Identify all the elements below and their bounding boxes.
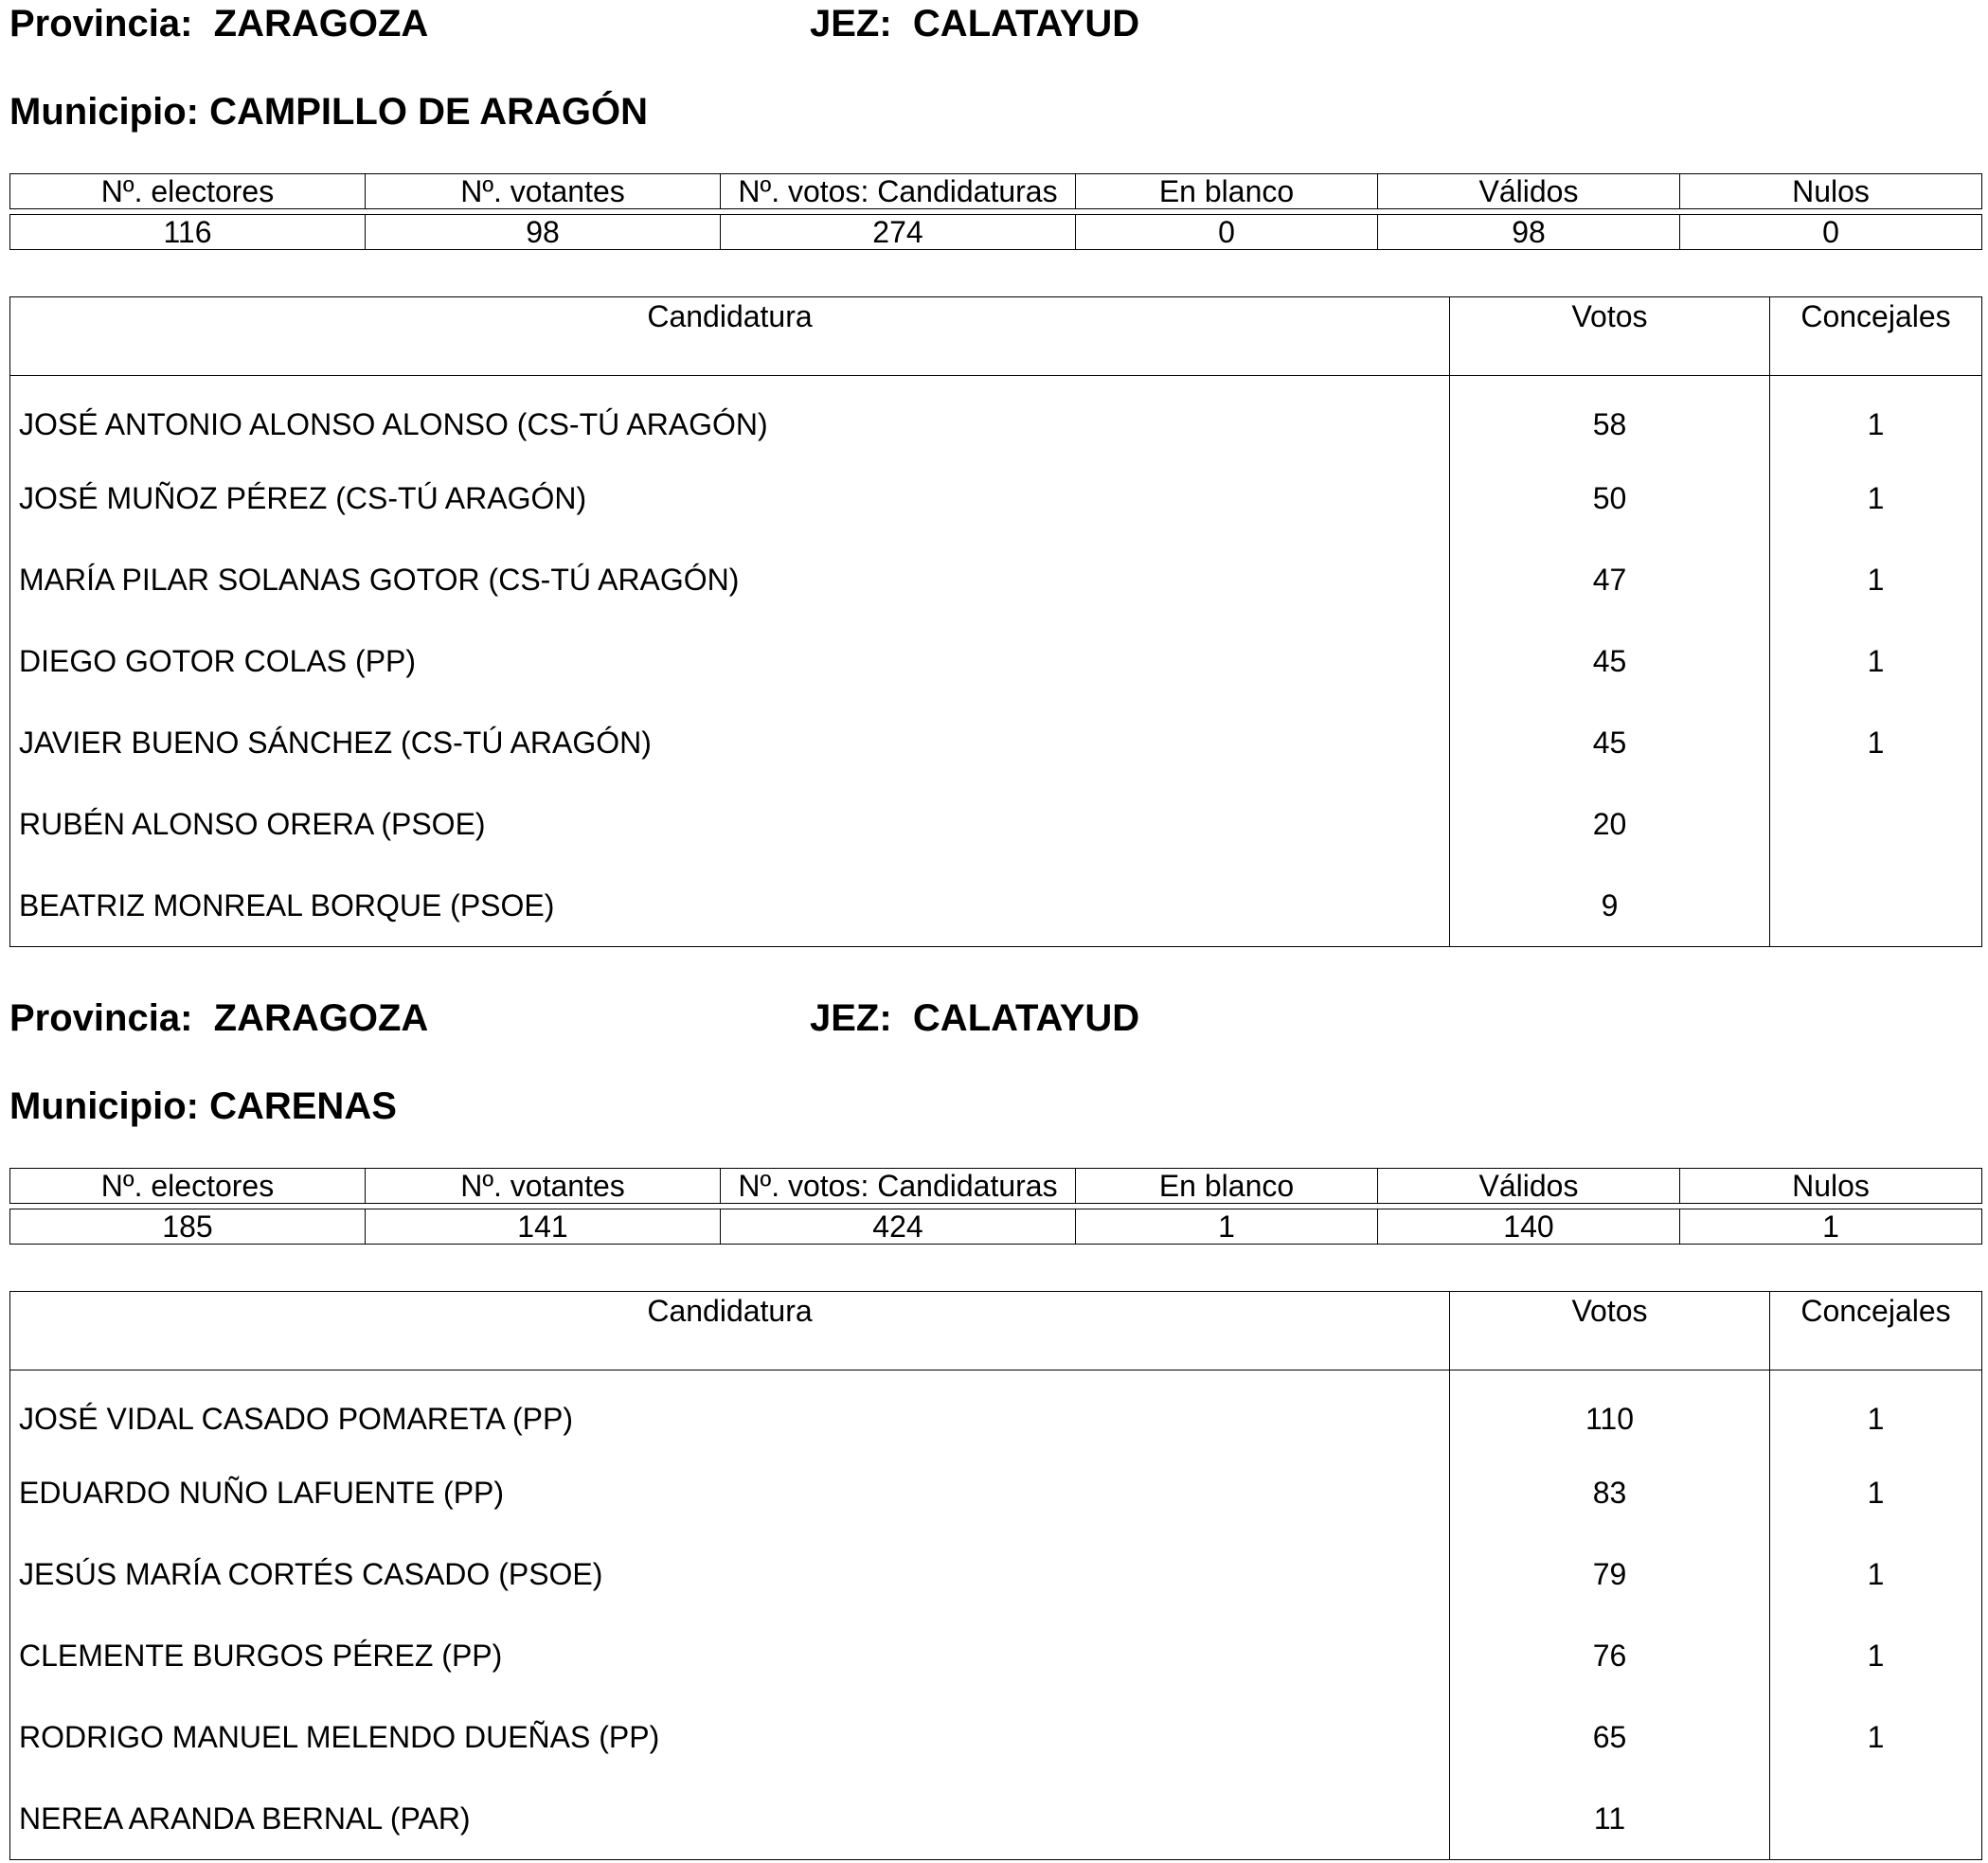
candidate-votes: 45 [1450,620,1770,702]
candidate-name: JOSÉ ANTONIO ALONSO ALONSO (CS-TÚ ARAGÓN) [10,376,1450,458]
stats-value: 98 [366,215,721,250]
jez-line [810,996,1139,1040]
candidate-seats: 1 [1770,620,1982,702]
table-row [10,783,1982,865]
table-row [10,376,1982,458]
candidatura-header: Candidatura [10,297,1450,376]
jez-value: CALATAYUD [912,997,1140,1039]
stats-header: Nº. votantes [366,1169,721,1204]
table-row [10,1370,1982,1453]
candidate-seats: 1 [1770,1452,1982,1533]
candidate-votes: 20 [1450,783,1770,865]
candidate-seats: 1 [1770,457,1982,539]
candidate-name: JESÚS MARÍA CORTÉS CASADO (PSOE) [10,1533,1450,1615]
candidate-votes: 83 [1450,1452,1770,1533]
stats-value: 1 [1680,1209,1982,1245]
candidatura-header: Candidatura [10,1292,1450,1370]
candidate-name: JOSÉ MUÑOZ PÉREZ (CS-TÚ ARAGÓN) [10,457,1450,539]
candidate-name: JAVIER BUENO SÁNCHEZ (CS-TÚ ARAGÓN) [10,702,1450,783]
candidate-name: JOSÉ VIDAL CASADO POMARETA (PP) [10,1370,1450,1453]
jez-label: JEZ: [810,997,892,1039]
candidates-table [9,1291,1982,1860]
stats-header: Nº. votos: Candidaturas [721,174,1076,209]
votos-header: Votos [1450,297,1770,376]
municipio-label: Municipio: [9,91,199,133]
table-row [10,457,1982,539]
stats-header: Nulos [1680,1169,1982,1204]
municipio-line [9,90,648,134]
provincia-label: Provincia: [9,3,193,45]
jez-line [810,2,1139,45]
candidate-name: DIEGO GOTOR COLAS (PP) [10,620,1450,702]
stats-header: En blanco [1076,174,1378,209]
table-row [10,1533,1982,1615]
municipio-value: CARENAS [209,1085,397,1127]
jez-label: JEZ: [810,3,892,45]
table-row [10,1452,1982,1533]
table-row [10,865,1982,947]
candidate-name: EDUARDO NUÑO LAFUENTE (PP) [10,1452,1450,1533]
candidate-seats: 1 [1770,376,1982,458]
candidate-votes: 9 [1450,865,1770,947]
candidates-header-row [10,297,1982,376]
stats-value: 0 [1680,215,1982,250]
stats-header: Nº. votantes [366,174,721,209]
candidate-name: CLEMENTE BURGOS PÉREZ (PP) [10,1615,1450,1696]
votos-header: Votos [1450,1292,1770,1370]
municipio-label: Municipio: [9,1085,199,1127]
candidate-seats: 1 [1770,1696,1982,1778]
stats-table [9,173,1982,250]
table-row [10,1615,1982,1696]
stats-header-row [10,174,1982,209]
stats-header-row [10,1169,1982,1204]
table-row [10,539,1982,620]
stats-value: 1 [1076,1209,1378,1245]
candidate-name: BEATRIZ MONREAL BORQUE (PSOE) [10,865,1450,947]
table-row [10,620,1982,702]
candidate-seats: 1 [1770,539,1982,620]
candidate-votes: 11 [1450,1778,1770,1860]
candidate-seats: 1 [1770,1533,1982,1615]
provincia-label: Provincia: [9,997,193,1039]
stats-value: 185 [10,1209,366,1245]
candidate-votes: 58 [1450,376,1770,458]
candidate-seats [1770,865,1982,947]
stats-header: Válidos [1378,1169,1680,1204]
candidate-name: NEREA ARANDA BERNAL (PAR) [10,1778,1450,1860]
candidate-votes: 50 [1450,457,1770,539]
stats-value-row [10,1209,1982,1245]
candidate-seats [1770,783,1982,865]
stats-header: Válidos [1378,174,1680,209]
stats-header: Nº. electores [10,174,366,209]
stats-value: 98 [1378,215,1680,250]
candidate-seats: 1 [1770,1370,1982,1453]
municipio-line [9,1084,397,1128]
table-row [10,1696,1982,1778]
candidate-seats: 1 [1770,1615,1982,1696]
concejales-header: Concejales [1770,1292,1982,1370]
candidate-votes: 47 [1450,539,1770,620]
candidate-votes: 65 [1450,1696,1770,1778]
stats-header: Nº. votos: Candidaturas [721,1169,1076,1204]
concejales-header: Concejales [1770,297,1982,376]
candidate-votes: 76 [1450,1615,1770,1696]
candidate-seats: 1 [1770,702,1982,783]
candidates-table [9,296,1982,947]
stats-value: 141 [366,1209,721,1245]
candidate-name: RODRIGO MANUEL MELENDO DUEÑAS (PP) [10,1696,1450,1778]
jez-value: CALATAYUD [912,3,1140,45]
stats-value: 274 [721,215,1076,250]
stats-header: Nº. electores [10,1169,366,1204]
candidate-votes: 45 [1450,702,1770,783]
provincia-value: ZARAGOZA [213,3,429,45]
stats-value: 0 [1076,215,1378,250]
table-row [10,702,1982,783]
stats-value: 424 [721,1209,1076,1245]
provincia-value: ZARAGOZA [213,997,429,1039]
candidate-votes: 79 [1450,1533,1770,1615]
candidate-name: RUBÉN ALONSO ORERA (PSOE) [10,783,1450,865]
stats-value: 116 [10,215,366,250]
stats-table [9,1168,1982,1245]
provincia-line [9,2,428,45]
stats-header: Nulos [1680,174,1982,209]
stats-value: 140 [1378,1209,1680,1245]
candidate-name: MARÍA PILAR SOLANAS GOTOR (CS-TÚ ARAGÓN) [10,539,1450,620]
table-row [10,1778,1982,1860]
stats-value-row [10,215,1982,250]
candidate-votes: 110 [1450,1370,1770,1453]
municipio-value: CAMPILLO DE ARAGÓN [209,91,649,133]
stats-header: En blanco [1076,1169,1378,1204]
candidate-seats [1770,1778,1982,1860]
candidates-header-row [10,1292,1982,1370]
provincia-line [9,996,428,1040]
